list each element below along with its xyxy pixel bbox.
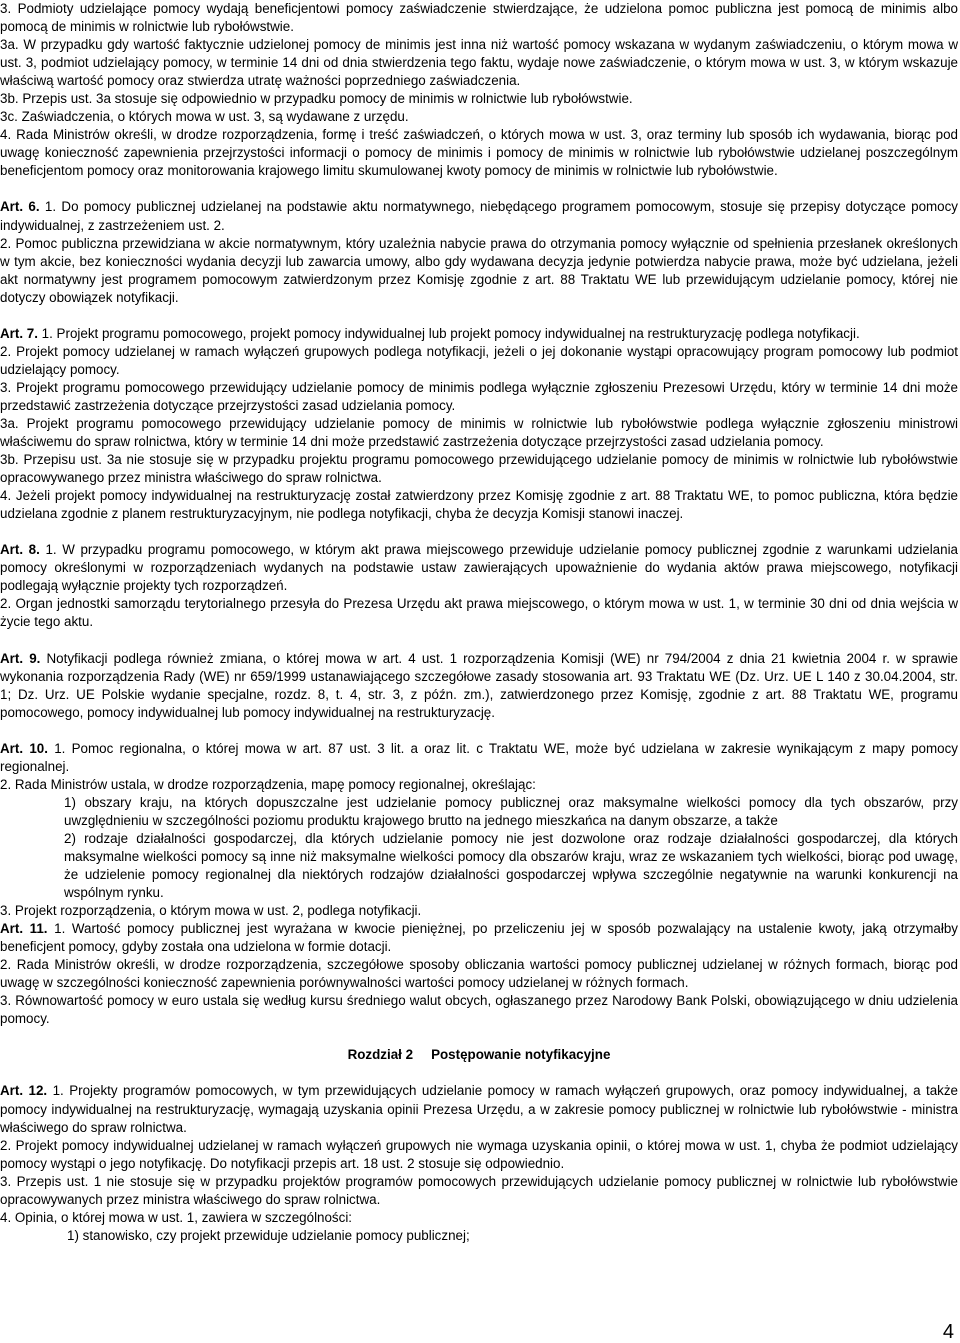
paragraph: 3a. Projekt programu pomocowego przewidujący udzielanie pomocy de minimis w rolnictwie lub rybołówstwie podlega wyłącznie zgłoszeniu ministrowi właściwemu do spraw rolnictwa, który w terminie 14 dni może przedstawić zastrzeżenia dotyczące przejrzystości zasad udzielania pomocy.	[0, 415, 958, 450]
paragraph: 3a. W przypadku gdy wartość faktycznie udzielonej pomocy de minimis jest inna niż wartość pomocy wskazana w wydanym zaświadczeniu, o którym mowa w ust. 3, podmiot udzielający pomocy, w terminie 14 dni od dnia stwierdzenia tego faktu, wydaje nowe zaświadczenie, o którym mowa w ust. 3, w którym wskazuje właściwą wartość pomocy oraz stwierdza utratę ważności poprzedniego zaświadczenia.	[0, 37, 958, 89]
article-label: Art. 9.	[0, 650, 41, 666]
paragraph: 3. Projekt programu pomocowego przewidujący udzielanie pomocy de minimis podlega wyłącznie zgłoszeniu Prezesowi Urzędu, który w terminie 14 dni może przedstawić zastrzeżenia dotyczące przejrzystości zasad udzielania pomocy.	[0, 379, 958, 413]
paragraph: 2. Pomoc publiczna przewidziana w akcie normatywnym, który uzależnia nabycie prawa do otrzymania pomocy wyłącznie od spełnienia przesłanek określonych w tym akcie, bez konieczności wydania decyzji lub zawarcia umowy, albo gdy wydawana decyzja jedynie potwierdza nabycie prawa, może być udzielana, jeżeli akt normatywny jest programem pomocowym zatwierdzonym przez Komisję zgodnie z art. 88 Traktatu WE lub przewidującym udzielanie pomocy, której nie dotyczy obowiązek notyfikacji.	[0, 235, 958, 305]
article-text: Notyfikacji podlega również zmiana, o której mowa w art. 4 ust. 1 rozporządzenia Komisji (WE) nr 794/2004 z dnia 21 kwietnia 2004 r. w sprawie wykonania rozporządzenia Rady (WE) nr 659/1999 ustanawiającego szczegółowe zasady stosowania art. 93 Traktatu WE (Dz. Urz. UE L 140 z 30.04.2004, str. 1; Dz. Urz. UE Polskie wydanie specjalne, rozdz. 8, t. 4, str. 3, z późn. zm.), zatwierdzonego przez Komisję, zgodnie z art. 88 Traktatu WE, programu pomocowego, pomocy indywidualnej lub pomocy indywidualnej na restrukturyzację.	[0, 650, 958, 720]
paragraph: 2. Rada Ministrów ustala, w drodze rozporządzenia, mapę pomocy regionalnej, określając:	[0, 776, 536, 792]
article-text: 1. Projekty programów pomocowych, w tym przewidujących udzielanie pomocy w ramach wyłączeń grupowych, oraz pomocy indywidualnej, a także pomocy indywidualnej na restrukturyzację, wymagają uzyskania opinii Prezesa Urzędu, a w zakresie pomocy publicznej w rolnictwie lub rybołówstwie - ministra właściwego do spraw rolnictwa.	[0, 1083, 959, 1135]
paragraph: 4. Opinia, o której mowa w ust. 1, zawiera w szczególności:	[0, 1209, 353, 1225]
paragraph: 3. Przepis ust. 1 nie stosuje się w przypadku projektów programów pomocowych przewidujących udzielanie pomocy publicznej w rolnictwie lub rybołówstwie opracowywanych przez ministra właściwego do spraw rolnictwa.	[0, 1173, 958, 1207]
article-label: Art. 6.	[0, 199, 40, 215]
paragraph: 3. Projekt rozporządzenia, o którym mowa w ust. 2, podlega notyfikacji.	[0, 903, 422, 919]
paragraph-gap	[0, 632, 958, 650]
article-text: 1. W przypadku programu pomocowego, w którym akt prawa miejscowego przewiduje udzielanie pomocy publicznej zgodnie z warunkami udzielania pomocy określonymi w rozporządzeniach wydanych na podstawie ustaw zawierających upoważnienie do wydania aktów prawa miejscowego, notyfikacji podlegają wyłącznie projekty tych rozporządzeń.	[0, 542, 958, 594]
list-item: 1) stanowisko, czy projekt przewiduje udzielanie pomocy publicznej;	[67, 1227, 470, 1243]
paragraph: 2. Projekt pomocy udzielanej w ramach wyłączeń grupowych podlega notyfikacji, jeżeli o jej dokonanie wystąpi opracowujący program pomocowy lub podmiot udzielający pomocy.	[0, 343, 958, 377]
article-label: Art. 7.	[0, 325, 38, 341]
paragraph-gap	[0, 523, 958, 541]
article-label: Art. 12.	[0, 1083, 48, 1099]
article-label: Art. 8.	[0, 542, 40, 558]
paragraph: 4. Jeżeli projekt pomocy indywidualnej na restrukturyzację został zatwierdzony przez Komisję zgodnie z art. 88 Traktatu WE, to pomoc publiczna, która będzie udzielana zgodnie z planem restrukturyzacyjnym, nie podlega notyfikacji, chyba że decyzja Komisji stanowi inaczej.	[0, 488, 958, 522]
paragraph: 3b. Przepisu ust. 3a nie stosuje się w przypadku projektu programu pomocowego przewidującego udzielanie pomocy de minimis w rolnictwie lub rybołówstwie opracowywanego przez ministra właściwego do spraw rolnictwa.	[0, 452, 958, 486]
list-item: 1) obszary kraju, na których dopuszczalne jest udzielanie pomocy publicznej oraz maksymalne wielkości pomocy dla tych obszarów, przy uwzględnieniu w szczególności poziomu produktu krajowego brutto na jednego mieszkańca na danym obszarze, a także	[64, 794, 958, 828]
paragraph: 3c. Zaświadczenia, o których mowa w ust. 3, są wydawane z urzędu.	[0, 109, 409, 125]
article-text: 1. Pomoc regionalna, o której mowa w art. 87 ust. 3 lit. a oraz lit. c Traktatu WE, może być udzielana w zakresie wynikającym z mapy pomocy regionalnej.	[0, 740, 958, 774]
paragraph-gap	[0, 1064, 958, 1082]
article-paragraph	[0, 920, 958, 956]
list-item: 2) rodzaje działalności gospodarczej, dla których udzielanie pomocy nie jest dozwolone oraz rodzaje działalności gospodarczej, dla których maksymalne wielkości pomocy są inne niż maksymalne wielkości pomocy dla obszarów kraju, wraz ze wskazaniem tych wielkości, biorąc pod uwagę, że udzielenie pomocy regionalnej dla niektórych rodzajów działalności gospodarczej wpływa szczególnie negatywnie na warunki konkurencji na wspólnym rynku.	[64, 830, 958, 901]
page-number: 4	[942, 1321, 954, 1343]
paragraph-gap	[0, 180, 958, 198]
paragraph: 3. Podmioty udzielające pomocy wydają beneficjentowi pomocy zaświadczenie stwierdzające, że udzielona pomoc publiczna jest pomocą de minimis albo pomocą de minimis w rolnictwie lub rybołówstwie.	[0, 1, 958, 35]
article-paragraph	[0, 1082, 958, 1136]
article-paragraph	[0, 325, 958, 343]
paragraph: 3. Równowartość pomocy w euro ustala się według kursu średniego walut obcych, ogłaszanego przez Narodowy Bank Polski, obowiązującego w dniu udzielenia pomocy.	[0, 993, 958, 1027]
paragraph: 2. Organ jednostki samorządu terytorialnego przesyła do Prezesa Urzędu akt prawa miejscowego, o którym mowa w ust. 1, w terminie 30 dni od dnia wejścia w życie tego aktu.	[0, 596, 958, 630]
paragraph: 2. Projekt pomocy indywidualnej udzielanej w ramach wyłączeń grupowych nie wymaga uzyskania opinii, o której mowa w ust. 1, chyba że podmiot udzielający pomocy wystąpi o jego notyfikację. Do notyfikacji przepis art. 18 ust. 2 stosuje się odpowiednio.	[0, 1137, 958, 1171]
article-label: Art. 11.	[0, 921, 48, 937]
paragraph-gap	[0, 1028, 958, 1046]
paragraph: 4. Rada Ministrów określi, w drodze rozporządzenia, formę i treść zaświadczeń, o których mowa w ust. 3, oraz terminy lub sposób ich wydawania, biorąc pod uwagę konieczność zapewnienia przejrzystości informacji o pomocy de minimis i pomocy de minimis w rolnictwie lub rybołówstwie udzielanej poszczególnym beneficjentom pomocy oraz monitorowania krajowego limitu skumulowanej kwoty pomocy de minimis w rolnictwie lub rybołówstwie.	[0, 127, 958, 179]
paragraph-gap	[0, 722, 958, 740]
article-paragraph	[0, 198, 958, 234]
paragraph-gap	[0, 307, 958, 325]
article-paragraph	[0, 650, 958, 722]
paragraph: 3b. Przepis ust. 3a stosuje się odpowiednio w przypadku pomocy de minimis w rolnictwie lub rybołówstwie.	[0, 91, 633, 107]
article-text: 1. Projekt programu pomocowego, projekt pomocy indywidualnej lub projekt pomocy indywidualnej na restrukturyzację podlega notyfikacji.	[37, 325, 860, 341]
chapter-title: Postępowanie notyfikacyjne	[431, 1047, 611, 1063]
article-paragraph	[0, 740, 958, 776]
chapter-heading	[0, 1046, 958, 1064]
article-label: Art. 10.	[0, 740, 48, 756]
article-text: 1. Do pomocy publicznej udzielanej na podstawie aktu normatywnego, niebędącego programem pomocowym, stosuje się przepisy dotyczące pomocy indywidualnej, z zastrzeżeniem ust. 2.	[0, 199, 959, 233]
paragraph: 2. Rada Ministrów określi, w drodze rozporządzenia, szczegółowe sposoby obliczania wartości pomocy publicznej udzielanej w różnych formach, biorąc pod uwagę w szczególności konieczność zapewnienia porównywalności wartości pomocy udzielanej w różnych formach.	[0, 957, 958, 991]
article-text: 1. Wartość pomocy publicznej jest wyrażana w kwocie pieniężnej, po przeliczeniu jej w sposób pozwalający na ustalenie kwoty, jaką otrzymałby beneficjent pomocy, gdyby została ona udzielona w formie dotacji.	[0, 921, 958, 955]
chapter-number: Rozdział 2	[347, 1047, 414, 1063]
article-paragraph	[0, 541, 958, 595]
